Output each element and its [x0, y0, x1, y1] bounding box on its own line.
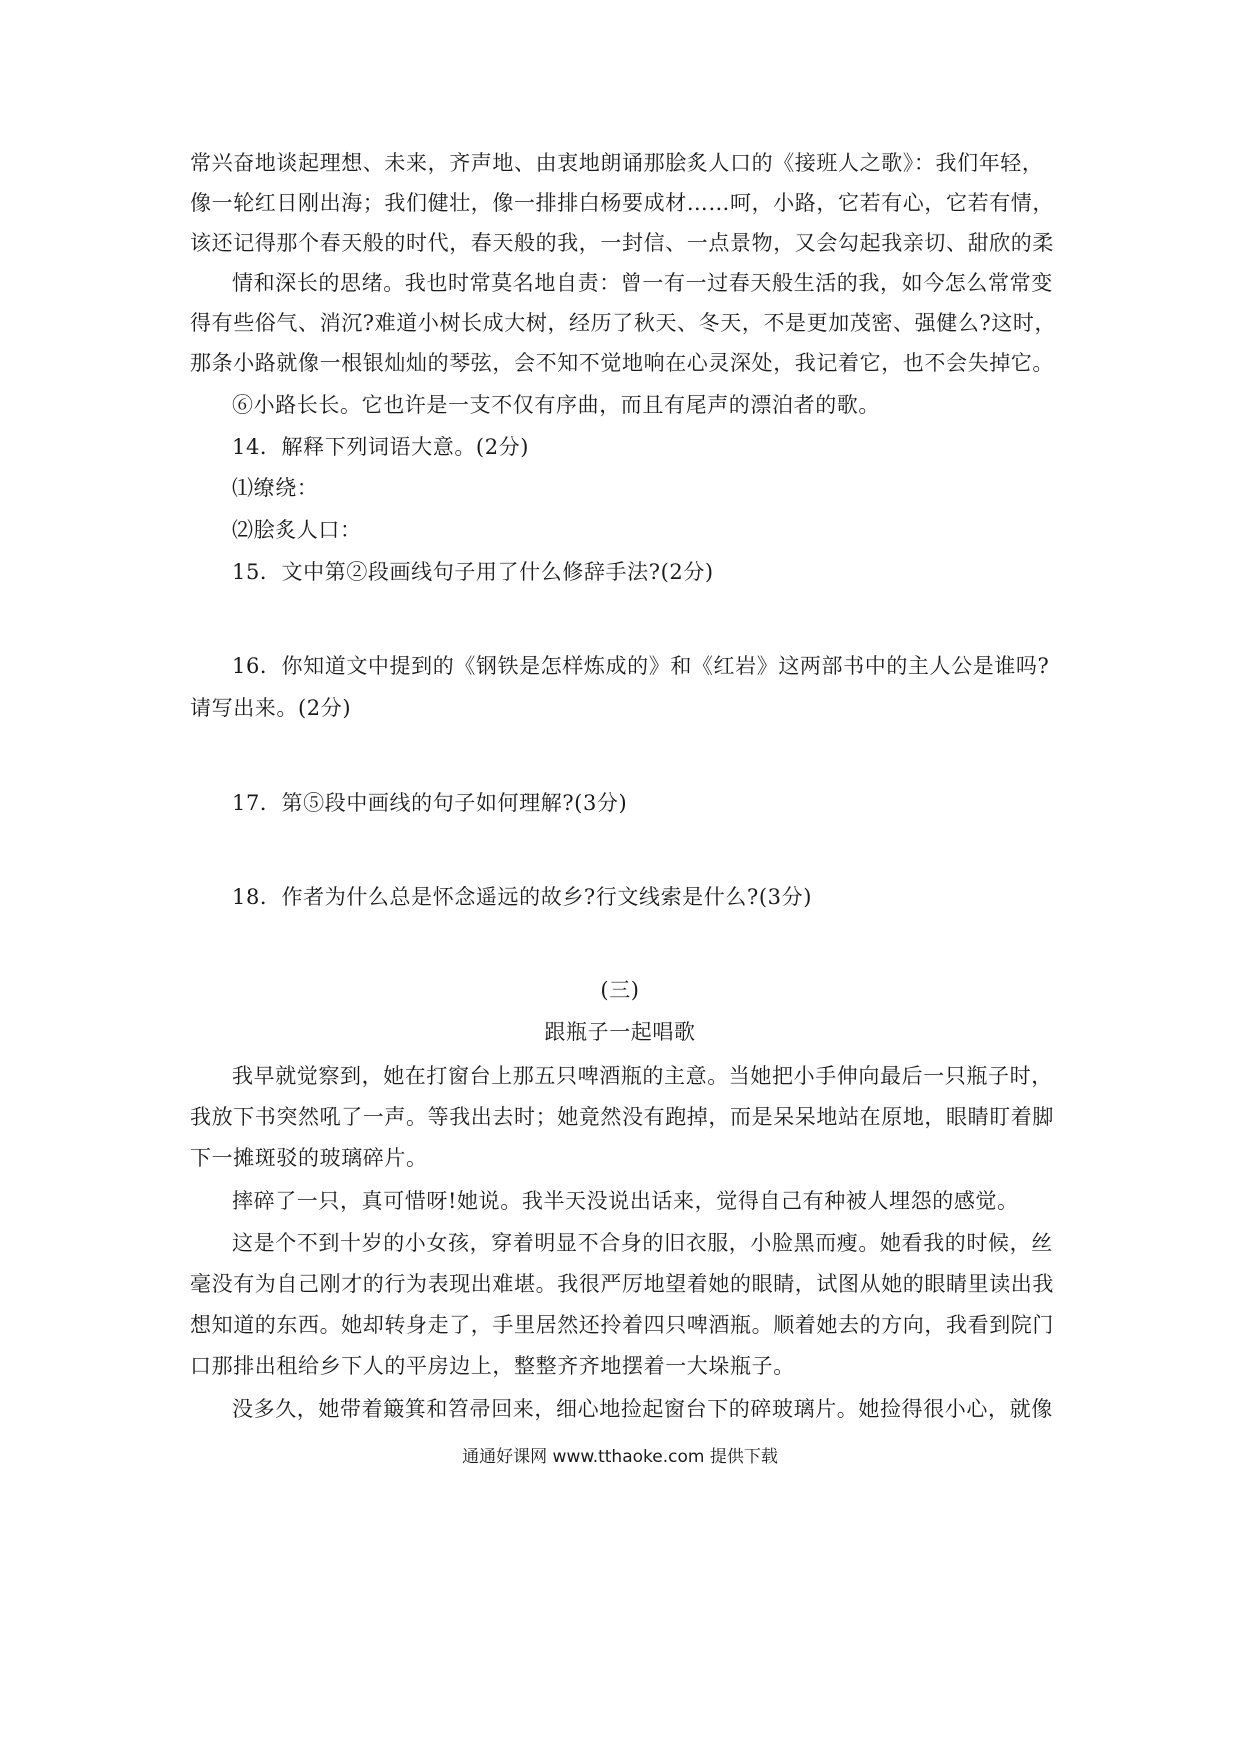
question-14: 14．解释下列词语大意。(2分)	[232, 435, 530, 459]
passage-line: 像一轮红日刚出海；我们健壮，像一排排白杨要成材……呵，小路，它若有心，它若有情，	[190, 191, 1054, 215]
question-17: 17．第⑤段中画线的句子如何理解?(3分)	[232, 791, 628, 815]
article-line: 想知道的东西。她却转身走了，手里居然还拎着四只啤酒瓶。顺着她去的方向，我看到院门	[190, 1313, 1054, 1337]
article-line: 我早就觉察到，她在打窗台上那五只啤酒瓶的主意。当她把小手伸向最后一只瓶子时，	[232, 1064, 1053, 1088]
article-line: 没多久，她带着簸箕和笤帚回来，细心地捡起窗台下的碎玻璃片。她捡得很小心，就像	[232, 1397, 1053, 1421]
passage-line: 常兴奋地谈起理想、未来，齐声地、由衷地朗诵那脍炙人口的《接班人之歌》：我们年轻，	[190, 151, 1044, 175]
question-14-item-2: ⑵脍炙人口：	[232, 518, 362, 542]
question-15: 15．文中第②段画线句子用了什么修辞手法?(2分)	[232, 560, 714, 584]
article-line: 摔碎了一只，真可惜呀!她说。我半天没说出话来，觉得自己有种被人埋怨的感觉。	[232, 1189, 1019, 1213]
passage-line: 那条小路就像一根银灿灿的琴弦，会不知不觉地响在心灵深处，我记着它，也不会失掉它。	[190, 351, 1054, 375]
passage-line: 得有些俗气、消沉?难道小树长成大树，经历了秋天、冬天，不是更加茂密、强健么?这时，	[190, 311, 1057, 335]
article-title: 跟瓶子一起唱歌	[544, 1020, 696, 1044]
article-line: 这是个不到十岁的小女孩，穿着明显不合身的旧衣服，小脸黑而瘦。她看我的时候，丝	[232, 1231, 1053, 1255]
question-16: 16．你知道文中提到的《钢铁是怎样炼成的》和《红岩》这两部书中的主人公是谁吗?	[232, 654, 1050, 678]
footer-watermark: 通通好课网 www.tthaoke.com 提供下载	[462, 1447, 778, 1467]
passage-line: 该还记得那个春天般的时代，春天般的我，一封信、一点景物，又会勾起我亲切、甜欣的柔	[190, 231, 1054, 255]
section-heading: (三)	[600, 978, 640, 1002]
question-16-continued: 请写出来。(2分)	[190, 696, 352, 720]
passage-line: 情和深长的思绪。我也时常莫名地自责：曾一有一过春天般生活的我，如今怎么常常变	[232, 271, 1053, 295]
article-line: 口那排出租给乡下人的平房边上，整整齐齐地摆着一大垛瓶子。	[190, 1354, 795, 1378]
article-line: 毫没有为自己刚才的行为表现出难堪。我很严厉地望着她的眼睛，试图从她的眼睛里读出我	[190, 1272, 1054, 1296]
question-18: 18．作者为什么总是怀念遥远的故乡?行文线索是什么?(3分)	[232, 885, 812, 909]
passage-line: ⑥小路长长。它也许是一支不仅有序曲，而且有尾声的漂泊者的歌。	[232, 393, 880, 417]
article-line: 下一摊斑驳的玻璃碎片。	[190, 1146, 428, 1170]
question-14-item-1: ⑴缭绕：	[232, 476, 319, 500]
article-line: 我放下书突然吼了一声。等我出去时；她竟然没有跑掉，而是呆呆地站在原地，眼睛盯着脚	[190, 1105, 1054, 1129]
